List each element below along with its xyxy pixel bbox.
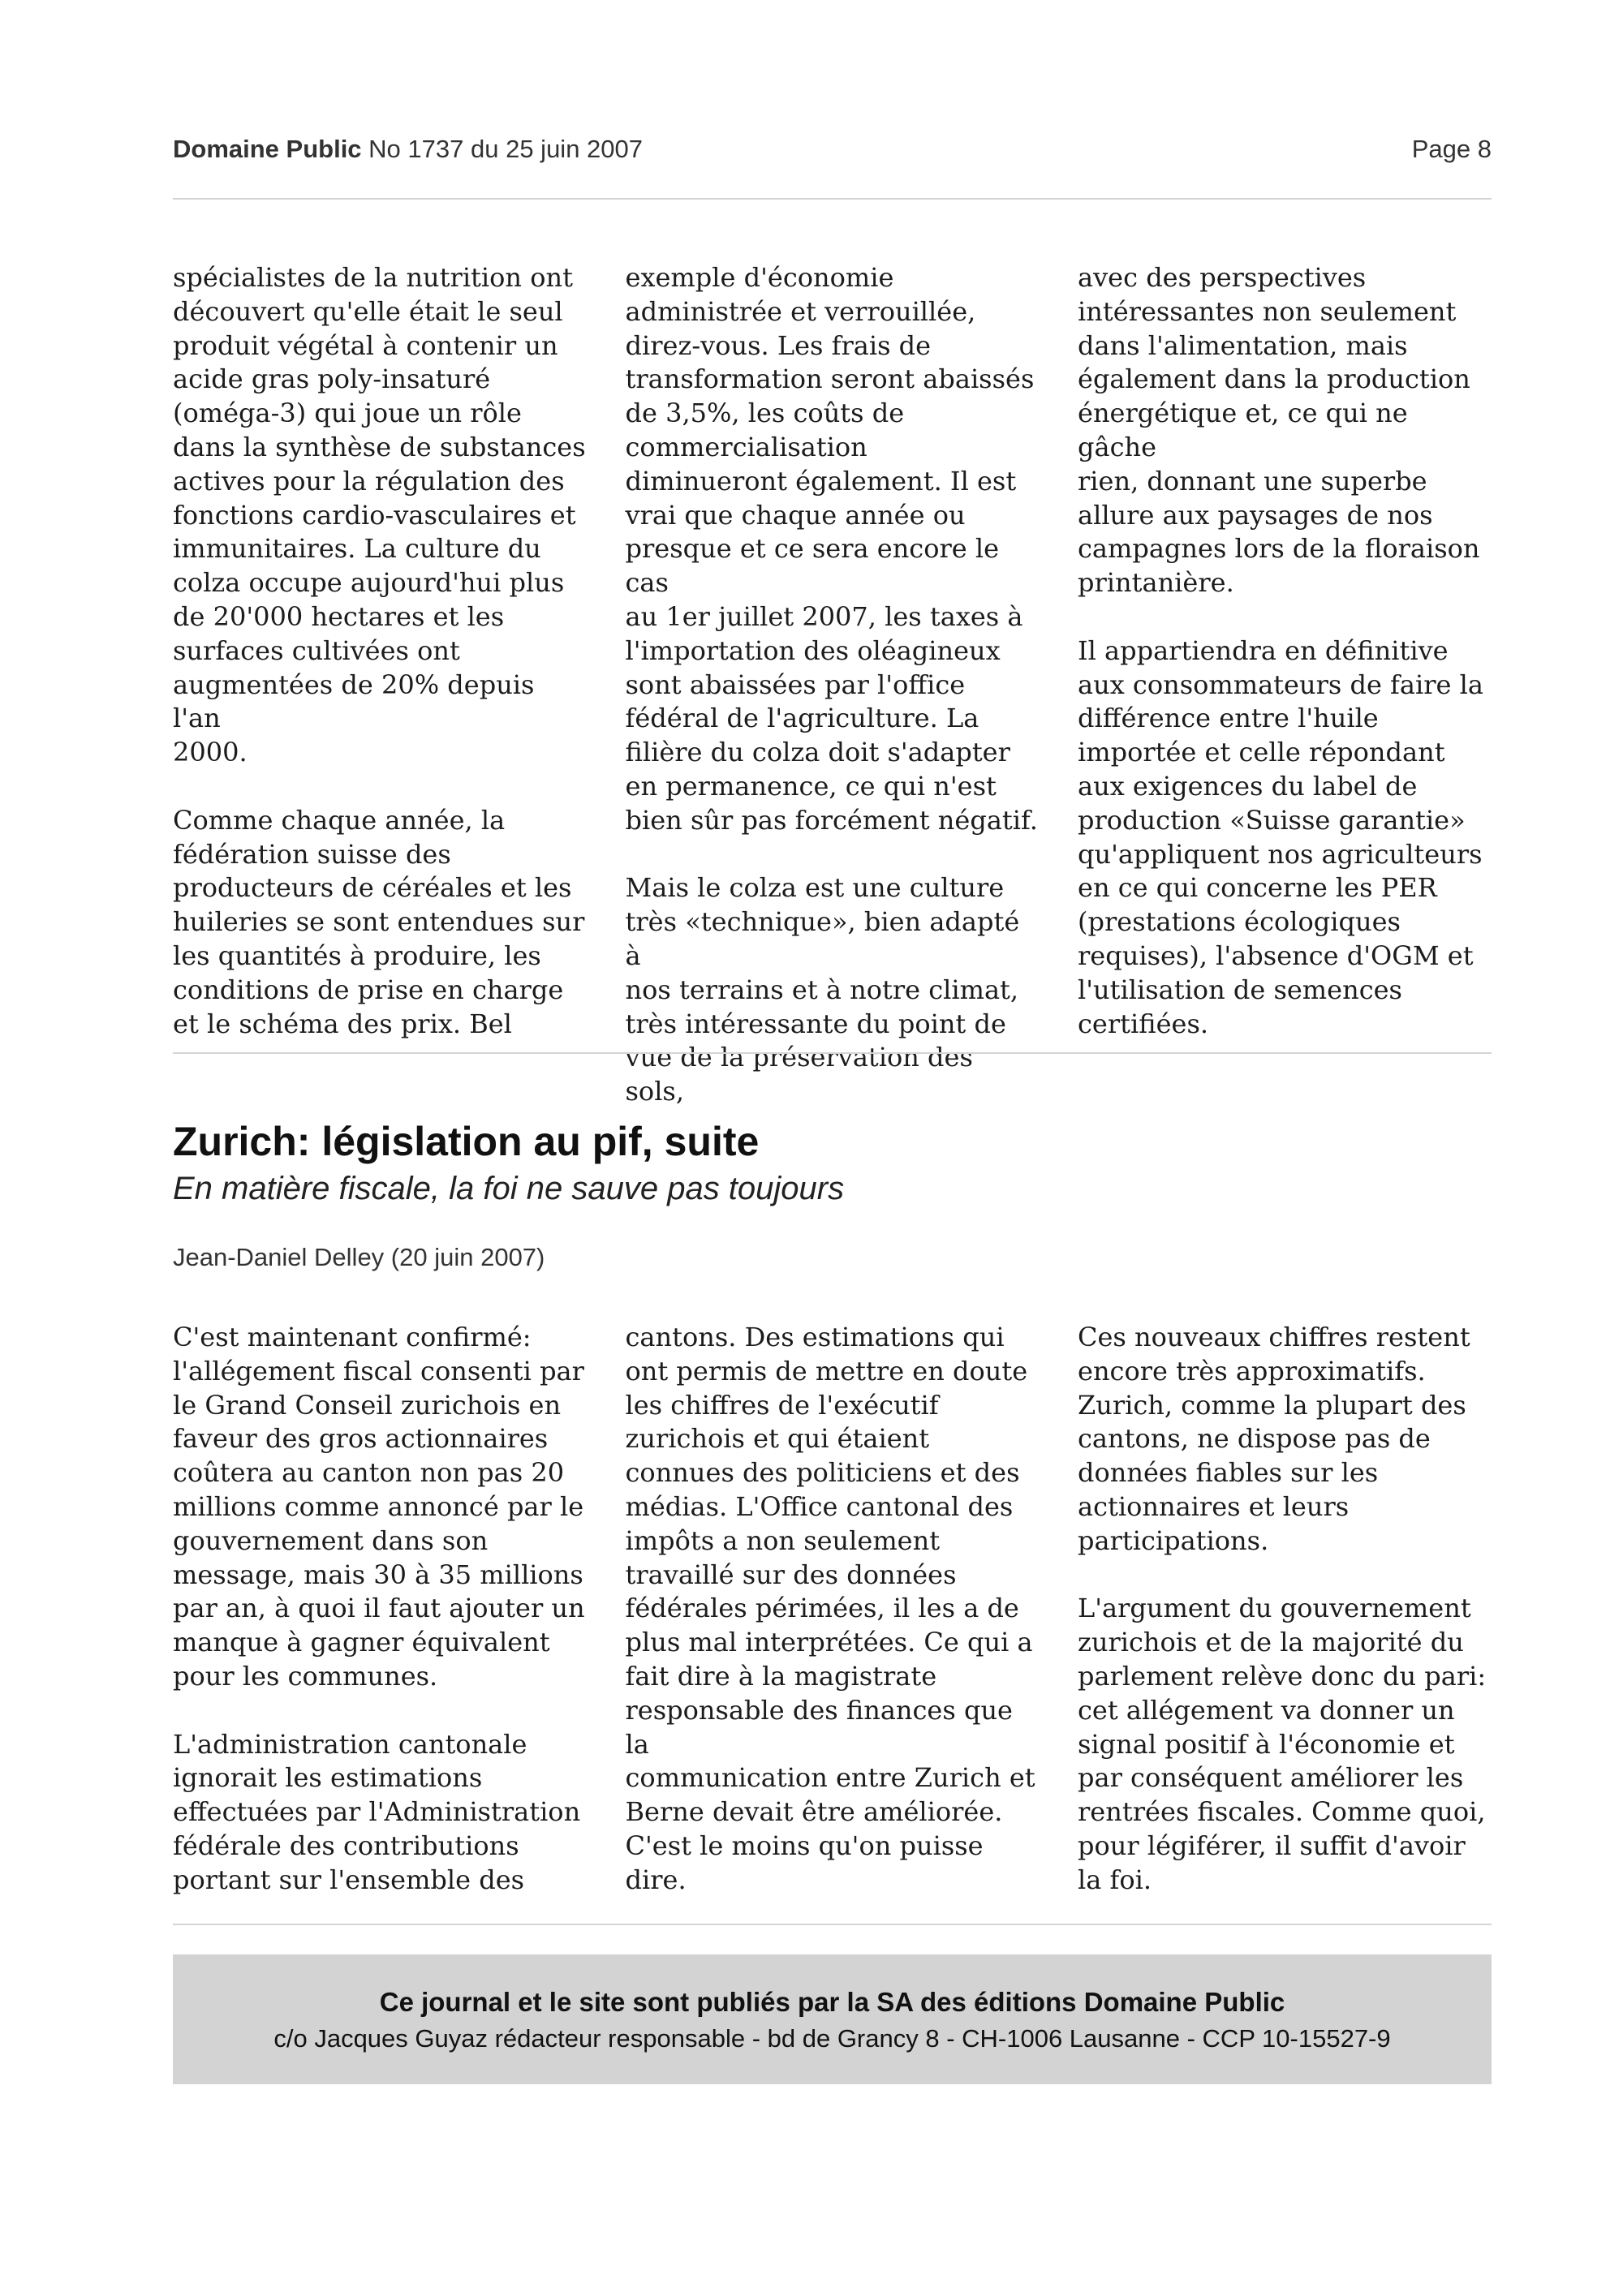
publisher-statement: Ce journal et le site sont publiés par la SA des éditions Domaine Public [379,1987,1285,2017]
text-column-3 [1078,1321,1492,1898]
paragraph: spécialistes de la nutrition ont découvert qu'elle était le seul produit végétal à contenir un acide gras poly-insaturé (oméga-3) qui joue un rôle dans la synthèse de substances actives pour la régulation des fonctions cardio-vasculaires et immunitaires. La culture du colza occupe aujourd'hui plus de 20'000 hectares et les surfaces cultivées ont augmentées de 20% depuis l'an 2000. [173,262,586,768]
paragraph: Mais le colza est une culture très «technique», bien adapté à nos terrains et à notre climat, très intéressante du point de vue de la préservation des sols, [625,872,1020,1107]
paragraph: cantons. Des estimations qui ont permis de mettre en doute les chiffres de l'exécutif zurichois et qui étaient connues des politiciens et des médias. L'Office cantonal des impôts a non seulement travaillé sur des données fédérales périmées, il les a de plus mal interprétées. Ce qui a fait dire à la magistrate responsable des finances que la communication entre Zurich et Berne devait être améliorée. C'est le moins qu'on puisse dire. [625,1322,1035,1895]
article-byline: Jean-Daniel Delley (20 juin 2007) [173,1243,545,1271]
article-title: Zurich: législation au pif, suite [173,1119,760,1164]
page-header [173,135,1492,167]
text-column-2 [626,1321,1040,1898]
paragraph: Il appartiendra en définitive aux consommateurs de faire la différence entre l'huile importée et celle répondant aux exigences du label de production «Suisse garantie» qu'appliquent nos agriculteurs en ce qui concerne les PER (prestations écologiques requises), l'absence d'OGM et l'utilisation de semences certifiées. [1078,634,1483,1039]
paragraph: Comme chaque année, la fédération suisse des producteurs de céréales et les huileries se sont entendues sur les quantités à produire, les conditions de prise en charge et le schéma des prix. Bel [173,804,585,1039]
text-column-2 [626,261,1040,1109]
paragraph: exemple d'économie administrée et verrouillée, direz-vous. Les frais de transformation seront abaissés de 3,5%, les coûts de commercialisation diminueront également. Il est vrai que chaque année ou presque et ce sera encore le cas au 1er juillet 2007, les taxes à l'importation des oléagineux sont abaissées par l'office fédéral de l'agriculture. La filière du colza doit s'adapter en permanence, ce qui n'est bien sûr pas forcément négatif. [625,262,1038,836]
text-column-1 [173,1321,587,1898]
footer-divider [173,1924,1492,1925]
paragraph: avec des perspectives intéressantes non seulement dans l'alimentation, mais également dans la production énergétique et, ce qui ne gâche rien, donnant une superbe allure aux paysages de nos campagnes lors de la floraison printanière. [1078,262,1480,599]
header-divider [173,198,1492,200]
article-columns [173,1321,1492,1898]
issue-info: No 1737 du 25 juin 2007 [368,135,644,163]
paragraph: Ces nouveaux chiffres restent encore très approximatifs. Zurich, comme la plupart des cantons, ne dispose pas de données fiables sur les actionnaires et leurs participations. [1078,1322,1470,1556]
publisher-footer [173,1954,1492,2084]
paragraph: L'argument du gouvernement zurichois et de la majorité du parlement relève donc du pari: cet allégement va donner un signal positif à l'économie et par conséquent améliorer les rentrées fiscales. Comme quoi, pour légiférer, il suffit d'avoir la foi. [1078,1593,1487,1895]
previous-article-columns [173,261,1492,1109]
article-divider [173,1052,1492,1054]
article-subtitle: En matière fiscale, la foi ne sauve pas toujours [173,1171,845,1206]
publisher-address: c/o Jacques Guyaz rédacteur responsable - bd de Grancy 8 - CH-1006 Lausanne - CCP 10-15527-9 [273,2024,1391,2053]
paragraph: L'administration cantonale ignorait les estimations effectuées par l'Administration fédérale des contributions portant sur l'ensemble des [173,1728,581,1895]
text-column-1 [173,261,587,1109]
page-number: Page 8 [1411,135,1492,163]
text-column-3 [1078,261,1492,1109]
paragraph: C'est maintenant confirmé: l'allégement fiscal consenti par le Grand Conseil zurichois en faveur des gros actionnaires coûtera au canton non pas 20 millions comme annoncé par le gouvernement dans son message, mais 30 à 35 millions par an, à quoi il faut ajouter un manque à gagner équivalent pour les communes. [173,1322,585,1692]
publication-name: Domaine Public [173,135,362,163]
